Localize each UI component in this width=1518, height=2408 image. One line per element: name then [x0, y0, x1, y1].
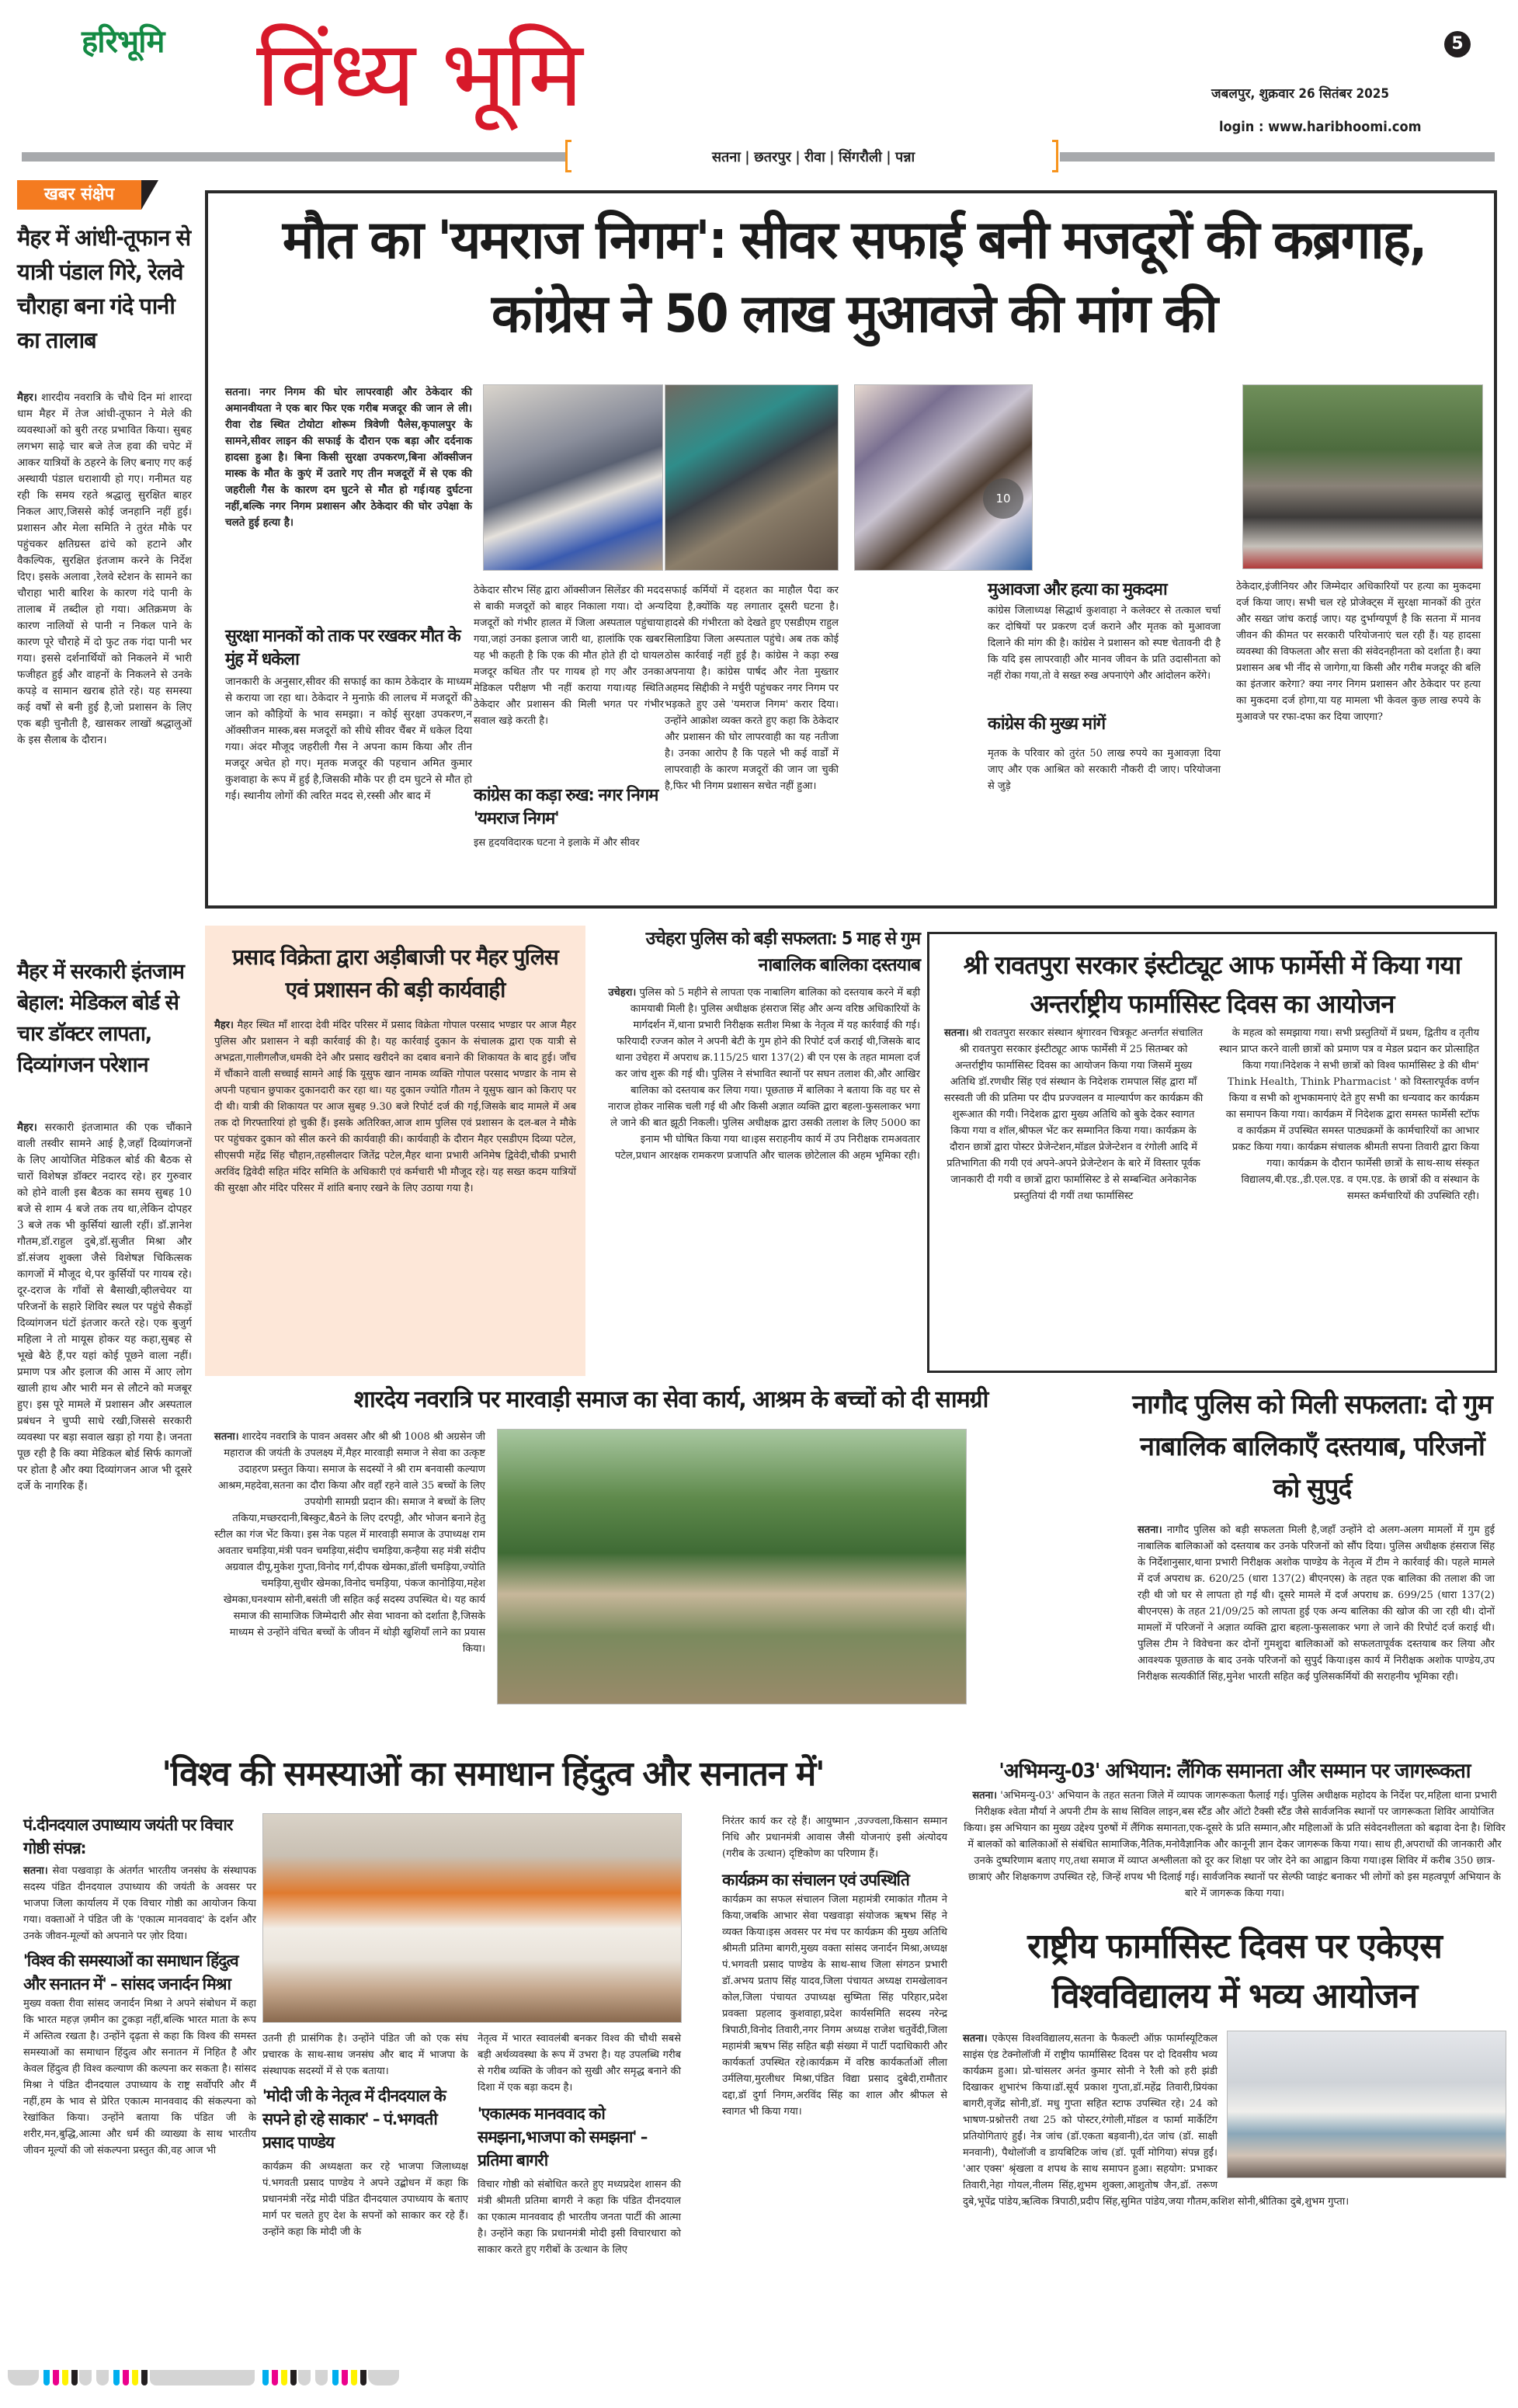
- publication-logo: हरिभूमि: [82, 24, 165, 60]
- lead-intro: सतना। नगर निगम की घोर लापरवाही और ठेकेदार की अमानवीयता ने एक बार फिर एक गरीब मजदूर की जान ले ली। रीवा रोड स्थित टोयोटा शोरूम त्रिवेणी पैलेस,कृपालपुर के सामने,सीवर लाइन की सफाई के दौरान एक बड़ा और दर्दनाक हादसा हुआ है। बिना किसी सुरक्षा उपकरण,बिना ऑक्सीजन मास्क के मौत के कुएं में उतारे गए तीन मजदूरों में से एक की जहरीली गैस के कारण दम घुटने से मौत हो गई।यह दुर्घटना नहीं,बल्कि नगर निगम प्रशासन और ठेकेदार की घोर उपेक्षा के चलते हुई हत्या है।: [225, 386, 473, 529]
- sidebar-briefs: [17, 180, 194, 1725]
- uchehra-headline: उचेहरा पुलिस को बड़ी सफलता: 5 माह से गुम नाबालिक बालिका दस्तयाब: [645, 929, 920, 975]
- bjp-col-3: [478, 2031, 681, 2258]
- marwadi-headline: शारदेय नवरात्रि पर मारवाड़ी समाज का सेवा कार्य, आश्रम के बच्चों को दी सामग्री: [353, 1386, 988, 1413]
- bjp-stage-photo: [262, 1813, 682, 2023]
- brief-headline-1: मैहर में आंधी-तूफान से यात्री पंडाल गिरे, रेलवे चौराहा बना गंदे पानी का तालाब: [17, 224, 191, 353]
- replay-10-icon[interactable]: 10: [983, 478, 1023, 519]
- lead-headline: मौत का 'यमराज निगम': सीवर सफाई बनी मजदूरों की कब्रगाह, कांग्रेस ने 50 लाख मुआवजे की मांग की: [282, 210, 1426, 345]
- bjp-body-6: निरंतर कार्य कर रहे हैं। आयुष्मान ,उज्ज्वला,किसान सम्मान निधि और प्रधानमंत्री आवास जैसी योजनाएं इसी अंत्योदय (गरीब के उत्थान) दृष्टिकोण का परिणाम हैं।: [722, 1816, 947, 1860]
- bjp-kicker: पं.दीनदयाल उपाध्याय जयंती पर विचार गोष्ठी संपन्न:: [23, 1816, 233, 1857]
- aks-body: सतना। एकेएस विश्वविद्यालय,सतना के फैकल्टी ऑफ़ फार्मास्यूटिकल साइंस एंड टेक्नोलॉजी में राष्ट्रीय फार्मासिस्ट दिवस पर दो दिवसीय भव्य कार्यक्रम हुआ। प्रो-चांसलर अनंत कुमार सोनी ने रैली को हरी झंडी दिखाकर शुभारंभ किया।डॉ.सूर्य प्रकाश गुप्ता,डॉ.महेंद्र तिवारी,प्रियंका बागरी,वृजेंद्र सोनी,डॉ. मधु गुप्ता सहित स्टाफ उपस्थित रहे। 24 को भाषण-प्रश्नोत्तरी तथा 25 को पोस्टर,रंगोली,मॉडल व फार्मा मार्केटिंग प्रतियोगिताएं हुईं। नेत्र जांच (डॉ.एकता बड़वानी),दंत जांच (डॉ. साक्षी मनवानी), पैथोलॉजी व डायबिटिक जांच (डॉ. पूर्वी मोगिया) संपन्न हुईं। 'आर एक्स' श्रृंखला व शपथ के साथ समापन हुआ। सहयोग: प्रभाकर तिवारी,नेहा गोयल,नीलम सिंह,शुभम शुक्ला,आशुतोष जैन,डॉ. तरूण दुबे,भूपेंद्र पांडेय,ऋत्विक त्रिपाठी,प्रदीप सिंह,सुमित पांडेय,जया गौतम,कशिश सोनी,श्रीतिका दुबे,शुभम गुप्ता।: [963, 2031, 1506, 2210]
- print-registration-strip: [0, 2370, 1518, 2387]
- masthead: [0, 0, 1518, 175]
- bjp-subhead-1: 'विश्व की समस्याओं का समाधान हिंदुत्व और सनातन में' – सांसद जनार्दन मिश्रा: [23, 1951, 238, 1993]
- masthead-rule-right: [1060, 152, 1495, 162]
- bjp-body-7: कार्यक्रम का सफल संचालन जिला महामंत्री रमाकांत गौतम ने किया,जबकि आभार सेवा पखवाड़ा संयोजक ऋषभ सिंह ने व्यक्त किया।इस अवसर पर मंच पर कार्यक्रम की मुख्य अतिथि श्रीमती प्रतिमा बागरी,मुख्य वक्ता सांसद जनार्दन मिश्रा,अध्यक्ष पं.भगवती प्रसाद पाण्डेय के साथ-साथ जिला संगठन प्रभारी डॉ.अभय प्रताप सिंह यादव,जिला पंचायत अध्यक्ष रामखेलावन कोल,जिला पंचायत उपाध्यक्ष सुष्मिता सिंह परिहार,प्रदेश प्रवक्ता प्रहलाद कुशवाहा,प्रदेश कार्यसमिति सदस्य नरेन्द्र त्रिपाठी,विनोद तिवारी,नगर निगम अध्यक्ष राजेश चतुर्वेदी,जिला महामंत्री ऋषभ सिंह सहित बड़ी संख्या में पार्टी पदाधिकारी और कार्यकर्ता उपस्थित रहे।कार्यक्रम में वरिष्ठ कार्यकर्ताओं लीला उर्मलिया,मुरलीधर मिश्रा,पंडित विद्या प्रसाद दुबेदी,रामौतार दद्दा,डॉ दुर्गा निगम,अरविंद सिंह का शाल और श्रीफल से स्वागत भी किया गया।: [722, 1894, 947, 2118]
- cmyk-mark-4: [332, 2370, 366, 2385]
- lead-body-4: सफाई कर्मियों में दहशत का माहौल पैदा कर दिया है,क्योंकि यह लगातार दूसरी घटना है। हादसे की गंभीरता को देखते हुए एसडीएम राहुल सिलाडिया जिला अस्पताल पहुंचे। अब तक कोई ठोस कार्रवाई नहीं हुई है। कांग्रेस ने कड़ा रुख अपनाया है। कांग्रेस पार्षद और नेता मुख्तार अहमद सिद्दीकी ने मर्चुरी पहुंचकर नगर निगम पर भड़कते हुए उसे 'यमराज निगम' करार दिया। उन्होंने आक्रोश व्यक्त करते हुए कहा कि ठेकेदार और प्रशासन की घोर लापरवाही का यह नतीजा है। उनका आरोप है कि पहले भी कई वार्डों में लापरवाही के कारण मजदूरों की जान जा चुकी है,फिर भी निगम प्रशासन सचेत नहीं हुआ।: [665, 585, 839, 792]
- sewer-rescue-photo-2: [665, 384, 839, 571]
- bjp-body-1: मुख्य वक्ता रीवा सांसद जनार्दन मिश्रा ने अपने संबोधन में कहा कि भारत महज़ ज़मीन का टुकड़ा नहीं,बल्कि भारत माता के रूप में अस्तित्व रखता है। उन्होंने दृढ़ता से कहा कि विश्व की समस्त समस्याओं का समाधान हिंदुत्व और सनातन में निहित है और केवल हिंदुत्व ही विश्व कल्याण की कल्पना कर सकता है। सांसद मिश्रा ने पंडित दीनदयाल उपाध्याय के राष्ट्र सर्वोपरि और मैं नहीं,हम के भाव से प्रेरित एकात्म मानववाद की संकल्पना को रेखांकित किया। उन्होंने बताया कि पंडित जी के शरीर,मन,बुद्धि,आत्मा और धर्म की व्याख्या के साथ भारतीय जीवन मूल्यों की जो संकल्पना प्रस्तुत की,वह आज भी: [23, 1998, 256, 2156]
- lead-subhead-3: कांग्रेस का कड़ा रुख: नगर निगम 'यमराज निगम': [474, 786, 658, 829]
- bjp-body-5: विचार गोष्ठी को संबोधित करते हुए मध्यप्रदेश शासन की मंत्री श्रीमती प्रतिमा बागरी ने कहा कि पंडित दीनदयाल का एकात्म मानववाद ही भारतीय जनता पार्टी की आत्मा है। उन्होंने कहा कि प्रधानमंत्री मोदी इसी विचारधारा को साकार करते हुए गरीबों के उत्थान के लिए: [478, 2179, 681, 2256]
- sewer-rescue-photo-3: [854, 384, 1033, 571]
- aks-event-photo: [1227, 2031, 1506, 2178]
- marwadi-body: सतना। शारदेय नवरात्रि के पावन अवसर और श्री श्री 1008 श्री अग्रसेन जी महाराज की जयंती के उपलक्ष्य में,मैहर मारवाड़ी समाज ने सेवा का उत्कृष्ट उदाहरण प्रस्तुत किया। समाज के सदस्यों ने श्री राम बनवासी कल्याण आश्रम,महदेवा,सतना का दौरा किया और वहाँ रहने वाले 35 बच्चों के लिए उपयोगी सामग्री प्रदान की। समाज ने बच्चों के लिए तकिया,मच्छरदानी,बिस्कुट,बैठने के लिए दरपट्टी, और भोजन बनाने हेतु स्टील का गंज भेंट किया। इस नेक पहल में मारवाड़ी समाज के उपाध्यक्ष राम अवतार चमड़िया,मंत्री पवन चमड़िया,संदीप चमड़िया,कन्हैया सह मंत्री संदीप अग्रवाल दीपू,मुकेश गुप्ता,विनोद गर्ग,दीपक खेमका,डॉली चमड़िया,ज्योति चमड़िया,सुधीर खेमका,विनोद चमड़िया, पंकज कानोड़िया,महेश खेमका,घनश्याम सोनी,बसंती जी सहित कई सदस्य उपस्थित थे। यह कार्य समाज की सामाजिक जिम्मेदारी और सेवा भावना को दर्शाता है,जिसके माध्यम से उन्होंने वंचित बच्चों के जीवन में थोड़ी खुशियाँ लाने का प्रयास किया।: [214, 1431, 485, 1655]
- page-number-badge: [1444, 31, 1471, 57]
- lead-body-6: मृतक के परिवार को तुरंत 50 लाख रुपये का मुआवज़ा दिया जाए और एक आश्रित को सरकारी नौकरी दी जाए। परियोजना से जुड़े: [988, 748, 1221, 792]
- prasad-body: मैहर। मैहर स्थित माँ शारदा देवी मंदिर परिसर में प्रसाद विक्रेता गोपाल परसाद भण्डार पर आज मैहर पुलिस और प्रशासन ने बड़ी कार्रवाई की है। यह कार्रवाई दुकान के संचालक द्वारा एक यात्री से अभद्रता,गालीगलौज,धमकी देने और प्रसाद खरीदने का दबाव बनाने की शिकायत के बाद हुई। जाँच में चौंकाने वाली सच्चाई सामने आई कि यूसुफ खान नामक व्यक्ति गोपाल परसाद भण्डार के नाम से अपनी पहचान छुपाकर दुकानदारी कर रहा था। यह दुकान ज्योति गौतम ने यूसुफ खान को किराए पर दी थी। यात्री की शिकायत पर आज सुबह 9.30 बजे रिपोर्ट दर्ज की गई,जिसके बाद मामले में अब तक दो गिरफ्तारियां हो चुकी हैं। इसके अतिरिक्त,आज शाम पुलिस एवं प्रशासन के दल-बल ने मौके पर पहुंचकर दुकान को सील करने की कार्यवाही की। कार्यवाही के दौरान मैहर एसडीएम दिव्या पटेल, सीएसपी महेंद्र सिंह चौहान,तहसीलदार जितेंद्र पटेल,मैहर थाना प्रभारी अनिमेष द्विवेदी,चौकी प्रभारी अरविंद द्विवेदी सहित मंदिर समिति के अधिकारी एवं कर्मचारी भी मौजूद रहे। यह सख्त कदम यात्रियों की सुरक्षा और मंदिर परिसर में शांति बनाए रखने के लिए उठाया गया है।: [214, 1020, 576, 1194]
- pharmacy-body-left: सतना। श्री रावतपुरा सरकार संस्थान श्रृंगारवन चित्रकूट अन्तर्गत संचालित श्री रावतपुरा सरकार इंस्टीट्यूट आफ फार्मेसी में 25 सितम्बर को अन्तर्राष्ट्रीय फार्मासिस्ट दिवस का आयोजन किया गया जिसमें मुख्य अतिथि डॉ.रणधीर सिंह एवं संस्थान के निदेशक रामपाल सिंह द्वारा माँ सरस्वती जी की प्रतिमा पर दीप प्रज्ज्वलन व माल्यार्पण कर कार्यक्रम की शुरूआत की गयी। निदेशक द्वारा मुख्य अतिथि को बुके देकर स्वागत किया गया व शॉल,श्रीफल भेंट कर सम्मानित किया गया। कार्यक्रम के दौरान छात्रों द्वारा पोस्टर प्रेजेन्टेशन,मॉडल प्रेजेन्टेशन व रंगोली आदि में प्रतिभागिता की गयी एवं अपने-अपने प्रेजेन्टेशन के बारे में विस्तार पूर्वक जानकारी दी गयी व छात्रों द्वारा फार्मासिस्ट डे से सम्बन्धित अनेकानेक प्रस्तुतियां दी गयीं तथा फार्मासिस्ट: [943, 1027, 1204, 1202]
- cmyk-mark-3: [262, 2370, 297, 2385]
- lead-subhead-5: मुआवजा और हत्या का मुकदमा: [988, 580, 1167, 599]
- lead-body-2: ठेकेदार सौरभ सिंह द्वारा ऑक्सीजन सिलेंडर की मदद से बाकी मजदूरों को बाहर निकाला गया। दो अन्य मजदूरों को गंभीर हालत में जिला अस्पताल पहुंचाया गया,जहां उनका इलाज जारी था, हालांकि एक खबर यह भी कहती है कि एक की मौत होते ही दो घायल मजदूर कथित तौर पर गायब हो गए और उनका मेडिकल परीक्षण भी नहीं कराया गया।यह स्थिति ठेकेदार और प्रशासन की मिली भगत पर गंभीर सवाल खड़े करती है।: [474, 585, 664, 727]
- cmyk-mark-2: [113, 2370, 148, 2385]
- aks-headline: राष्ट्रीय फार्मासिस्ट दिवस पर एकेएस विश्वविद्यालय में भव्य आयोजन: [1027, 1927, 1442, 2016]
- uchehra-story: [606, 926, 924, 1376]
- uchehra-body: उचेहरा। पुलिस को 5 महीने से लापता एक नाबालिग बालिका को दस्तयाब करने में बड़ी कामयाबी मिली है। पुलिस अधीक्षक हंसराज सिंह और अन्य वरिष्ठ अधिकारियों के मार्गदर्शन में,थाना प्रभारी निरीक्षक सतीश मिश्रा के नेतृत्व में यह कार्रवाई की गई। फरियादी रज्जन कोल ने अपनी बेटी के गुम होने की रिपोर्ट दर्ज कराई थी,जिसके बाद थाना उचेहरा में अपराध क्र.115/25 धारा 137(2) बी एन एस के तहत मामला दर्ज कर जांच शुरू की गई थी। पुलिस ने संभावित स्थानों पर सघन तलाश की,और आखिर बालिका को दस्तयाब कर लिया गया। पूछताछ में बालिका ने बताया कि वह घर से नाराज होकर नासिक चली गई थी और किसी अज्ञात व्यक्ति द्वारा बहला-फुसलाकर भगा ले जाने की बात झूठी निकली। पुलिस अधीक्षक द्वारा उसकी तलाश के लिए 5000 का इनाम भी घोषित किया गया था।इस सराहनीय कार्य में उप निरीक्षक रामअवतार पटेल,प्रधान आरक्षक रामकरण प्रजापति और चालक छोटेलाल की अहम भूमिका रही।: [607, 987, 920, 1162]
- lead-body-3: इस हृदयविदारक घटना ने इलाके में और सीवर: [474, 837, 640, 849]
- bjp-col-4: [722, 1813, 947, 2120]
- cmyk-mark-1: [43, 2370, 78, 2385]
- bjp-subhead-5: 'एकात्मक मानववाद को समझना,भाजपा को समझना' –प्रतिमा बागरी: [478, 2104, 648, 2170]
- bjp-col-2: [262, 2031, 468, 2240]
- nagod-headline: नागौद पुलिस को मिली सफलता: दो गुम नाबालिक बालिकाएँ दस्तयाब, परिजनों को सुपुर्द: [1132, 1389, 1492, 1504]
- section-title: विंध्य भूमि: [256, 20, 582, 127]
- page-number: 5: [1451, 34, 1464, 54]
- ashram-group-photo: [497, 1429, 967, 1704]
- lead-subhead-1: सुरक्षा मानकों को ताक पर रखकर मौत के मुंह में धकेला: [225, 627, 460, 669]
- lead-body-1: जानकारी के अनुसार,सीवर की सफाई का काम ठेकेदार के माध्यम से कराया जा रहा था। ठेकेदार ने मुनाफ़े की लालच में मजदूरों की जान को कौड़ियों के भाव समझा। न कोई सुरक्षा उपकरण,न ऑक्सीजन मास्क,बस मजदूरों को सीधे सीवर चैंबर में धकेल दिया गया। अंदर मौजूद जहरीली गैस ने अपना काम किया और तीन मजदूर अचेत हो गए। मृतक मजदूर की पहचान अमित कुमार कुशवाहा के रूप में हुई है,जिसकी मौके पर ही दम घुटने से मौत हो गई। स्थानीय लोगों की त्वरित मदद से,रस्सी और बाद में: [225, 676, 472, 802]
- bjp-body-4: नेतृत्व में भारत स्वावलंबी बनकर विश्व की चौथी सबसे बड़ी अर्थव्यवस्था के रूप में उभरा है। यह उपलब्धि गरीब से गरीब व्यक्ति के जीवन को सुखी और समृद्ध बनाने की दिशा में एक बड़ा कदम है।: [478, 2033, 681, 2094]
- sewer-rescue-photo-1: [483, 384, 663, 571]
- login-link[interactable]: login : www.haribhoomi.com: [1219, 119, 1422, 135]
- bjp-body-3: कार्यक्रम की अध्यक्षता कर रहे भाजपा जिलाध्यक्ष पं.भगवती प्रसाद पाण्डेय ने अपने उद्बोधन में कहा कि प्रधानमंत्री नरेंद्र मोदी पंडित दीनदयाल उपाध्याय के बताए मार्ग पर चलते हुए देश के सपनों को साकार कर रहे हैं। उन्होंने कहा कि मोदी जी के: [262, 2161, 468, 2238]
- bracket-right: [1052, 140, 1058, 172]
- bjp-headline: 'विश्व की समस्याओं का समाधान हिंदुत्व और सनातन में': [162, 1754, 825, 1794]
- district-list: सतना | छतरपुर | रीवा | सिंगरौली | पन्ना: [711, 149, 915, 165]
- masthead-rule-left: [22, 152, 565, 162]
- lead-body-7: ठेकेदार,इंजीनियर और जिम्मेदार अधिकारियों पर हत्या का मुकदमा दर्ज किया जाए। सभी चल रहे प्रोजेक्ट्स में सुरक्षा मानकों की तुरंत और सख्त जांच कराई जाए। यह दुर्भाग्यपूर्ण है कि सतना में मानव जीवन की कीमत पर सरकारी परियोजनाएं चल रही हैं। यह हादसा व्यवस्था की विफलता और सत्ता की संवेदनहीनता को दर्शाता है। क्या प्रशासन अब भी नींद से जागेगा,या किसी और गरीब मजदूर की बलि का इंतजार करेगा? क्या नगर निगम प्रशासन और ठेकेदार पर हत्या का मुकदमा दर्ज होगा,या यह मामला भी केवल कुछ लाख रुपये के मुआवजे पर रफा-दफा कर दिया जाएगा?: [1236, 581, 1481, 723]
- lead-body-5: कांग्रेस जिलाध्यक्ष सिद्धार्थ कुशवाहा ने कलेक्टर से तत्काल चर्चा कर दोषियों पर प्रकरण दर्ज कराने और मृतक को मुआवजा दिलाने की मांग की है। कांग्रेस ने प्रशासन को स्पष्ट चेतावनी दी है कि यदि इस लापरवाही और मानव जीवन के प्रति उदासीनता को नहीं रोका गया,तो वे सख्त रुख अपनाएंगे और आंदोलन करेंगे।: [988, 605, 1221, 682]
- prasad-story: [205, 926, 585, 1376]
- pharmacy-headline: श्री रावतपुरा सरकार इंस्टीट्यूट आफ फार्मेसी में किया गया अन्तर्राष्ट्रीय फार्मासिस्ट दिवस का आयोजन: [963, 950, 1461, 1019]
- pharmacy-body-right: के महत्व को समझाया गया। सभी प्रस्तुतियों में प्रथम, द्वितीय व तृतीय स्थान प्राप्त करने वाली छात्रों को प्रमाण पत्र व मेडल प्रदान कर प्रोत्साहित किया गया।निदेशक ने सभी छात्रों को विश्व फार्मासिस्ट डे की थीम' Think Health, Think Pharmacist ' को विस्तारपूर्वक वर्णन किया व सभी को शुभकामनाएं देते हुए सभी का धन्यवाद कर कार्यक्रम का समापन किया गया। कार्यक्रम में निदेशक द्वारा समस्त फार्मेसी स्टॉफ व कार्यक्रम में उपस्थित समस्त पाठ्यक्रमों के कार्मचारियों का आभार प्रकट किया गया। कार्यक्रम संचालक श्रीमती सपना तिवारी द्वारा किया गया। कार्यक्रम के दौरान फार्मेसी छात्रों के साथ-साथ संस्कृत विद्यालय,बी.एड.,डी.एल.एड. व एम.एड. के छात्रों की व संस्थान के समस्त कर्मचारियों की उपस्थिति रही।: [1219, 1027, 1479, 1202]
- crowd-protest-photo: [1242, 384, 1483, 569]
- briefs-label-text: खबर संक्षेप: [43, 185, 115, 204]
- bjp-col-1: [23, 1813, 256, 2159]
- brief-body-1: मैहर। शारदीय नवरात्रि के चौथे दिन मां शारदा धाम मैहर में तेज आंधी-तूफान ने मेले की व्यवस्थाओं को बुरी तरह प्रभावित किया। सुबह लगभग साढ़े चार बजे तेज हवा की चपेट में आकर यात्रियों के ठहरने के लिए बनाए गए कई अस्थायी पंडाल धराशायी हो गए। गनीमत यह रही कि समय रहते श्रद्धालु सुरक्षित बाहर निकल आए,जिससे कोई जनहानि नहीं हुई। प्रशासन और मेला समिति ने तुरंत मौके पर पहुंचकर क्षतिग्रस्त ढांचे को हटाने और वैकल्पिक, सुरक्षित इंतजाम करने के निर्देश दिए। इसके अलावा ,रेलवे स्टेशन के सामने का चौराहा भारी बारिश के कारण गंदे पानी के तालाब में तब्दील हो गया। अतिक्रमण के कारण नालियों से पानी न निकल पाने के कारण पूरे चौराहे में दो फुट तक गंदा पानी भर गया। इससे दर्शनार्थियों को निकलने में भारी फजीहत हुई और वाहनों के निकलने से उनके कपड़े व सामान खराब होते रहे। यह समस्या कई वर्षों से बनी हुई है,जो प्रशासन के लिए एक बड़ी चुनौती है, खासकर लाखों श्रद्धालुओं के इस सैलाब के दौरान।: [17, 391, 192, 746]
- abhimanyu-headline: 'अभिमन्यु-03' अभियान: लैंगिक समानता और सम्मान पर जागरूकता: [999, 1760, 1471, 1783]
- nagod-body: सतना। नागौद पुलिस को बड़ी सफलता मिली है,जहाँ उन्होंने दो अलग-अलग मामलों में गुम हुई नाबालिक बालिकाओं को दस्तयाब कर उनके परिजनों को सौंप दिया। पुलिस अधीक्षक हंसराज सिंह के निर्देशानुसार,थाना प्रभारी निरीक्षक अशोक पाण्डेय के नेतृत्व में टीम ने कार्रवाई की। पहले मामले में दर्ज अपराध क्र. 620/25 (धारा 137(2) बीएनएस) के तहत एक बालिका की तलाश की जा रही थी जो घर से लापता हो गई थी। दूसरे मामले में दर्ज अपराध क्र. 699/25 (धारा 137(2) बीएनएस) के तहत 21/09/25 को लापता हुई एक अन्य बालिका की खोज की जा रही थी। दोनों मामलों में परिजनों ने अज्ञात व्यक्ति द्वारा बहला-फुसलाकर भगा ले जाने की रिपोर्ट दर्ज कराई थी। पुलिस टीम ने विवेचना कर दोनों गुमशुदा बालिकाओं को सफलतापूर्वक दस्तयाब कर लिया और आवश्यक पूछताछ के बाद उनके परिजनों को सुपुर्द किया।इस कार्य में निरीक्षक अशोक पाण्डेय,उप निरीक्षक सत्यकीर्ति सिंह,मुनेश भारती सहित कई पुलिसकर्मियों की सराहनीय भूमिका रही।: [1138, 1524, 1495, 1683]
- bracket-left: [565, 140, 571, 172]
- briefs-label: [17, 180, 141, 210]
- bjp-subhead-3: 'मोदी जी के नेतृत्व में दीनदयाल के सपने हो रहे साकार' – पं.भगवती प्रसाद पाण्डेय: [262, 2087, 446, 2152]
- bjp-subhead-7: कार्यक्रम का संचालन एवं उपस्थिति: [722, 1871, 909, 1889]
- dateline: जबलपुर, शुक्रवार 26 सितंबर 2025: [1211, 86, 1390, 102]
- bjp-intro: सतना। सेवा पखवाड़ा के अंतर्गत भारतीय जनसंघ के संस्थापक सदस्य पंडित दीनदयाल उपाध्याय की जयंती के अवसर पर भाजपा जिला कार्यालय में एक विचार गोष्ठी का आयोजन किया गया। वक्ताओं ने पंडित जी के 'एकात्म मानववाद' के दर्शन और उनके जीवन-मूल्यों को अपनाने पर ज़ोर दिया।: [23, 1865, 256, 1942]
- briefs-label-wedge: [141, 180, 158, 210]
- prasad-headline: प्रसाद विक्रेता द्वारा अड़ीबाजी पर मैहर पुलिस एवं प्रशासन की बड़ी कार्यवाही: [232, 944, 558, 1002]
- lead-subhead-6: कांग्रेस की मुख्य मांगें: [988, 714, 1106, 734]
- bjp-body-2: उतनी ही प्रासंगिक है। उन्होंने पंडित जी को एक संघ प्रचारक के साथ-साथ जनसंघ और बाद में भाजपा के संस्थापक सदस्यों में से एक बताया।: [262, 2033, 468, 2077]
- brief-body-2: मैहर। सरकारी इंतजामात की एक चौंकाने वाली तस्वीर सामने आई है,जहाँ दिव्यांगजनों के लिए आयोजित मेडिकल बोर्ड की बैठक से चारों विशेषज्ञ डॉक्टर नदारद रहे। हर गुरुवार को होने वाली इस बैठक का समय सुबह 10 बजे से शाम 4 बजे तक तय था,लेकिन दोपहर 3 बजे तक भी कुर्सियां खाली रहीं। डॉ.ज्ञानेश गौतम,डॉ.राहुल दुबे,डॉ.सुजीत मिश्रा और डॉ.संजय शुक्ला जैसे विशेषज्ञ चिकित्सक कागजों में मौजूद थे,पर कुर्सियों पर गायब रहे। दूर-दराज के गाँवों से बैसाखी,व्हीलचेयर या परिजनों के सहारे शिविर स्थल पर पहुंचे सैकड़ों दिव्यांगजन घंटों इंतजार करते रहे। एक बुजुर्ग महिला ने तो मायूस होकर यह कहा,सुबह से भूखे बैठे हैं,पर यहां कोई पूछने वाला नहीं। प्रमाण पत्र और इलाज की आस में आए लोग खाली हाथ और भारी मन से लौटने को मजबूर हुए। इस पूरे मामले में प्रशासन और अस्पताल प्रबंधन ने चुप्पी साधे रखी,जिससे सरकारी व्यवस्था पर बड़ा सवाल खड़ा हो गया है। जनता पूछ रही है कि क्या मेडिकल बोर्ड सिर्फ कागजों पर होता है और क्या दिव्यांगजन आज भी दूसरे दर्जे के नागरिक हैं।: [17, 1121, 192, 1492]
- abhimanyu-body: सतना। 'अभिमन्यु-03' अभियान के तहत सतना जिले में व्यापक जागरूकता फैलाई गई। पुलिस अधीक्षक महोदय के निर्देश पर,महिला थाना प्रभारी निरीक्षक श्वेता मौर्या ने अपनी टीम के साथ सिविल लाइन,बस स्टैंड और ऑटो टैक्सी स्टैंड जैसे सार्वजनिक स्थानों पर जागरूकता शिविर आयोजित किया। इस अभियान का मुख्य उद्देश्य पुरुषों में लैंगिक समानता,एक-दूसरे के प्रति सम्मान,और महिलाओं के प्रति संवेदनशीलता को बढ़ावा देना है। शिविर में बालकों को बालिकाओं से संबंधित सामाजिक,नैतिक,मनोवैज्ञानिक और कानूनी ज्ञान देकर जागरूक किया गया। साथ ही,अपराधों की जानकारी और उनके दुष्परिणाम बताए गए,तथा समाज में व्याप्त अश्लीलता को दूर कर शिक्षा पर जोर देने का आह्वान किया गया।इस शिविर में करीब 350 छात्र-छात्राएं और शिक्षकगण उपस्थित रहे, जिन्हें शपथ भी दिलाई गई। सार्वजनिक स्थानों पर सेल्फी प्वाइंट बनाकर भी लोगों को इस महत्वपूर्ण अभियान के बारे में जागरूक किया गया।: [964, 1790, 1506, 1899]
- brief-headline-2: मैहर में सरकारी इंतजाम बेहाल: मेडिकल बोर्ड से चार डॉक्टर लापता, दिव्यांगजन परेशान: [17, 960, 184, 1077]
